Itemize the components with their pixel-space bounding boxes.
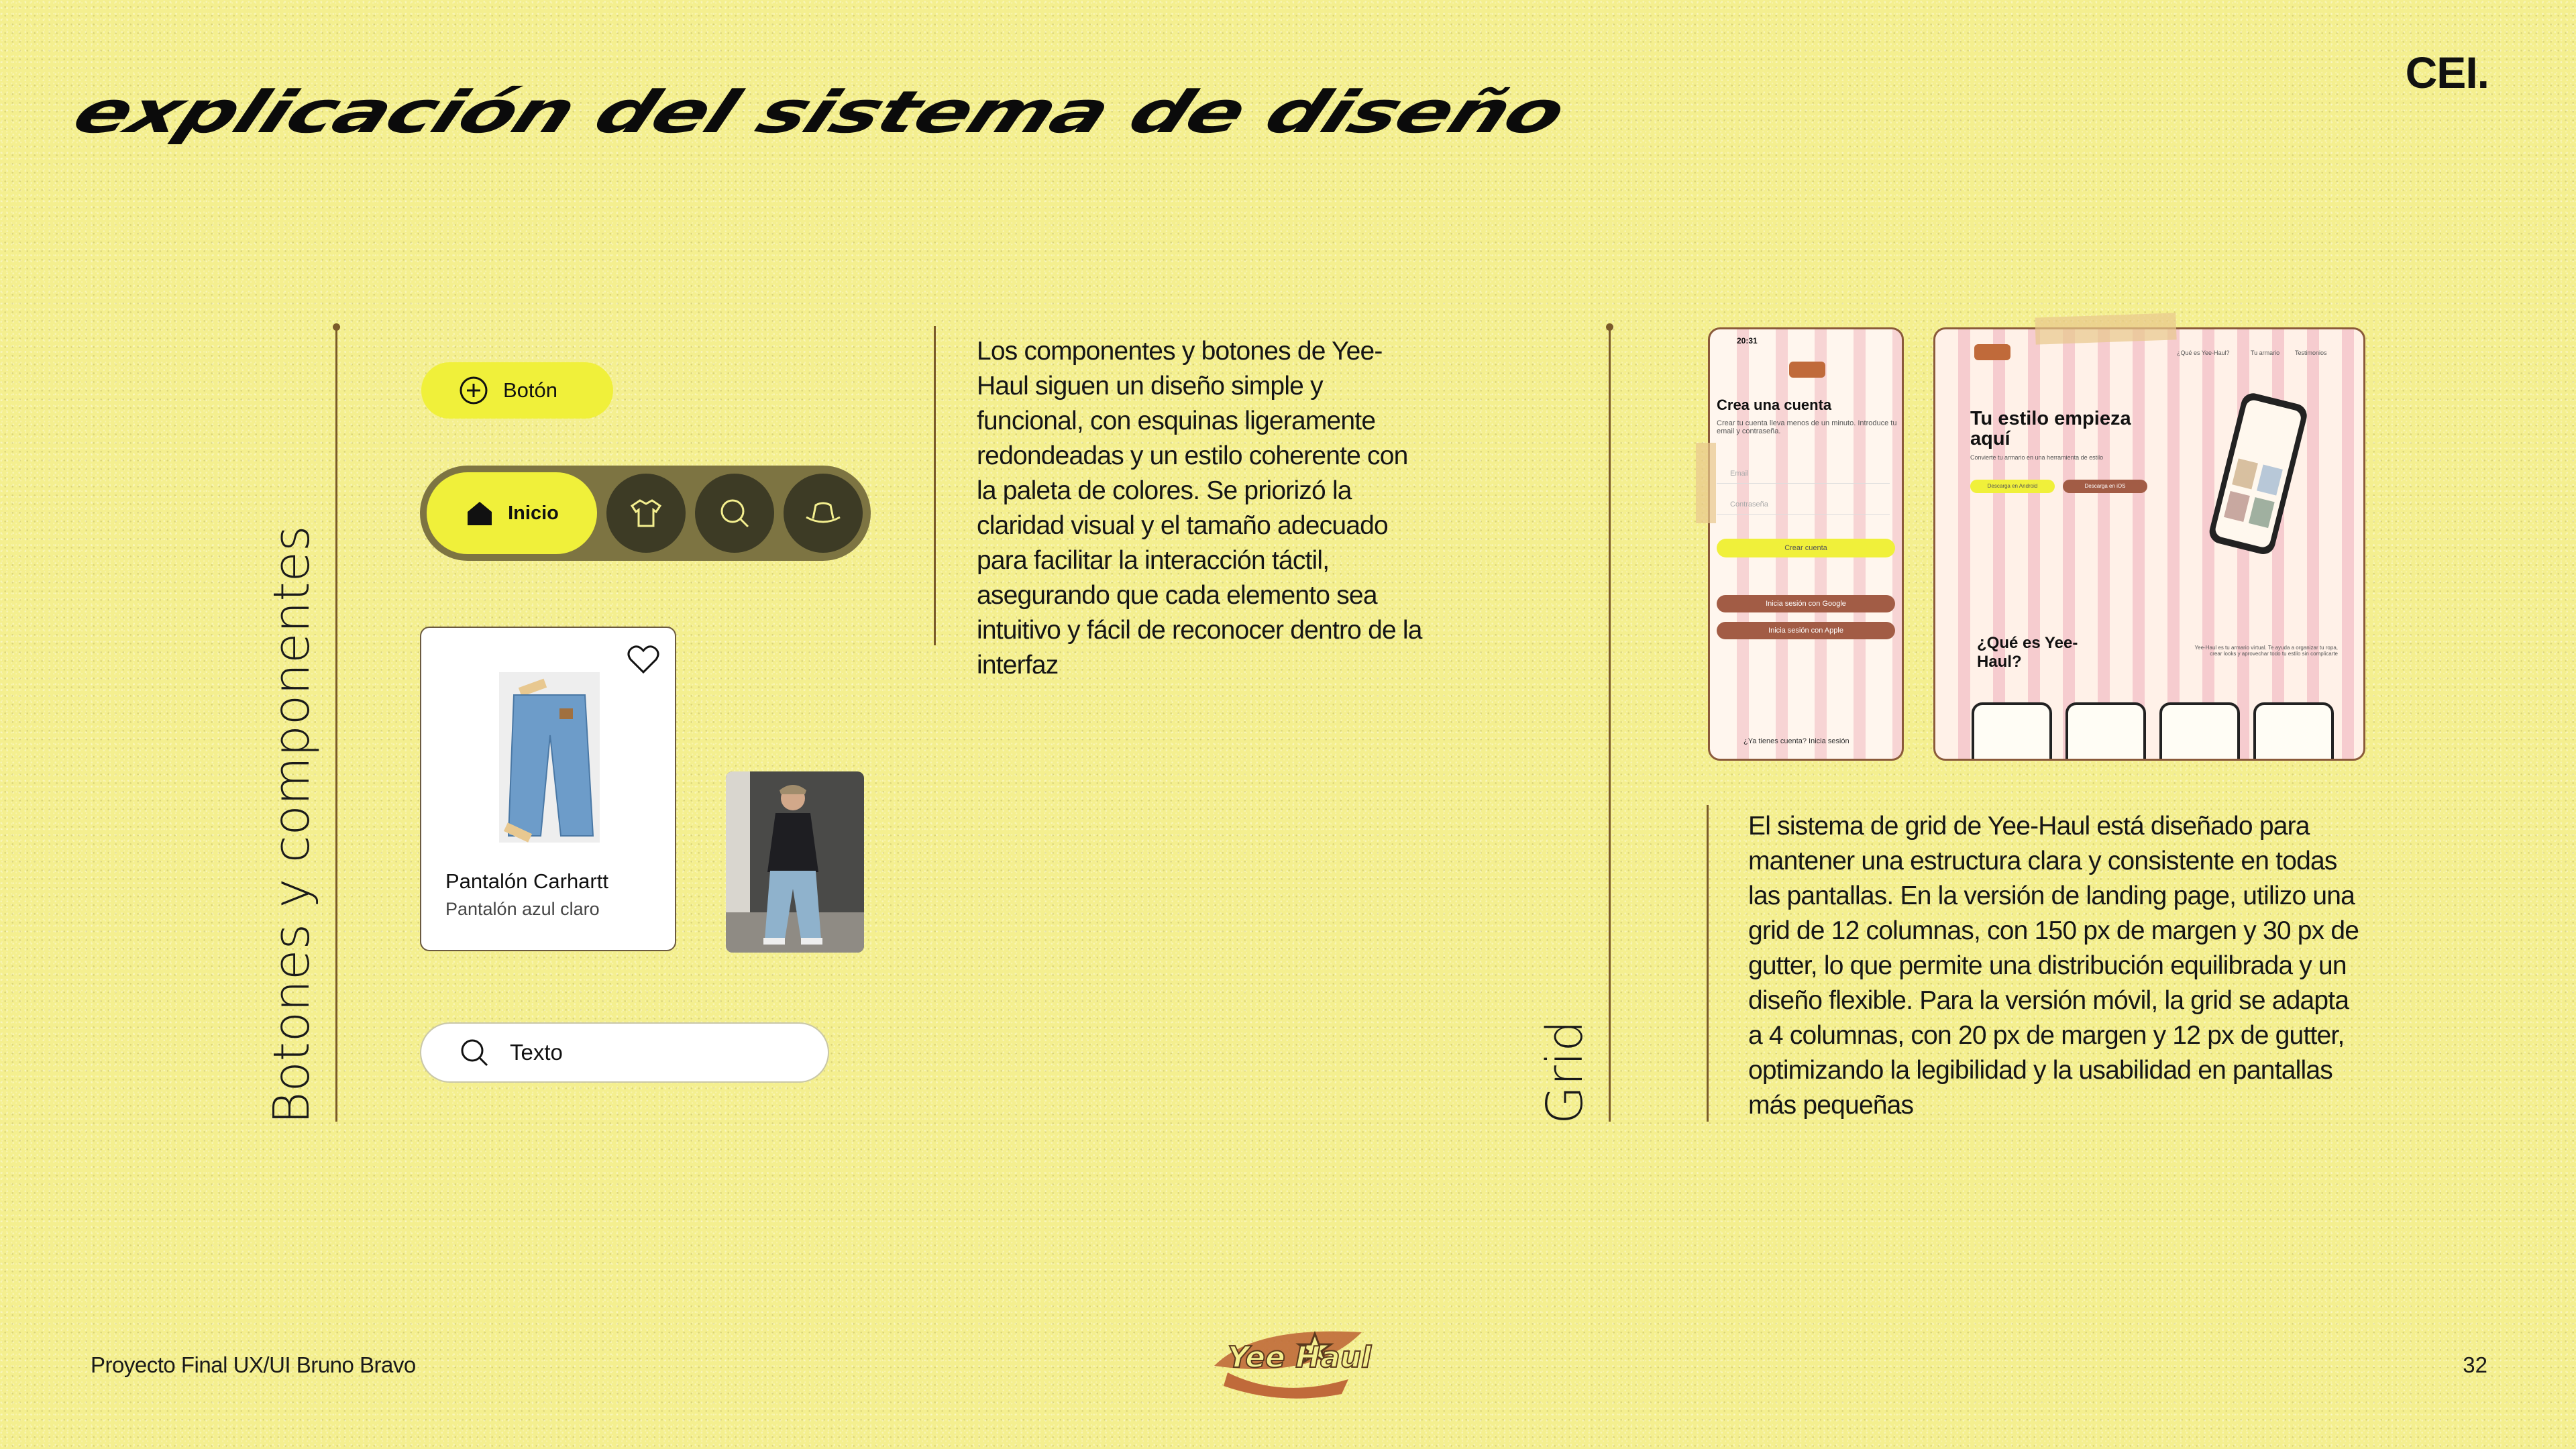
divider-dot xyxy=(333,323,340,331)
phone-preview-4 xyxy=(2253,702,2334,761)
product-title: Pantalón Carhartt xyxy=(445,869,608,893)
nav-home-label: Inicio xyxy=(508,502,559,524)
tape-decoration xyxy=(2035,313,2176,344)
divider-components xyxy=(335,326,337,1122)
phone-preview-2 xyxy=(2065,702,2146,761)
home-icon xyxy=(465,498,494,528)
product-image xyxy=(486,668,613,849)
phone-preview-1 xyxy=(1972,702,2052,761)
phone-preview-3 xyxy=(2159,702,2240,761)
primary-button-label: Botón xyxy=(503,378,558,402)
footer-credits: Proyecto Final UX/UI Bruno Bravo xyxy=(91,1352,416,1377)
search-placeholder: Texto xyxy=(510,1040,563,1065)
phone-illustration xyxy=(2197,383,2318,571)
password-field[interactable]: Contraseña xyxy=(1717,494,1890,515)
email-field[interactable]: Email xyxy=(1717,464,1890,484)
ios-download-button[interactable]: Descarga en iOS xyxy=(2063,480,2147,493)
tshirt-icon xyxy=(629,496,663,531)
hero-title: Tu estilo empieza aquí xyxy=(1970,408,2131,449)
android-download-button[interactable]: Descarga en Android xyxy=(1970,480,2055,493)
logo-text: Yee Haul xyxy=(1228,1340,1372,1375)
desktop-nav-2[interactable]: Tu armario xyxy=(2251,350,2280,356)
product-subtitle: Pantalón azul claro xyxy=(445,899,600,919)
mobile-subtitle: Crear tu cuenta lleva menos de un minuto. Introduce tu email y contraseña. xyxy=(1717,419,1897,435)
status-time: 20:31 xyxy=(1737,336,1758,345)
desktop-nav-1[interactable]: ¿Qué es Yee-Haul? xyxy=(2177,350,2230,356)
lifestyle-photo xyxy=(726,771,864,953)
nav-wardrobe-tab[interactable] xyxy=(606,474,686,553)
tape-decoration xyxy=(1696,443,1716,523)
primary-button[interactable] xyxy=(421,362,613,419)
mobile-logo xyxy=(1789,362,1825,378)
hero-subtitle: Convierte tu armario en una herramienta de estilo xyxy=(1970,454,2104,461)
cowboy-hat-icon xyxy=(804,496,843,531)
apple-login-button[interactable]: Inicia sesión con Apple xyxy=(1717,622,1895,639)
plus-circle-icon xyxy=(459,376,488,405)
section-title: ¿Qué es Yee-Haul? xyxy=(1977,634,2078,671)
login-link[interactable]: ¿Ya tienes cuenta? Inicia sesión xyxy=(1743,737,1849,745)
divider-desc-grid xyxy=(1707,805,1709,1122)
page-title: explicación del sistema de diseño xyxy=(63,79,1575,147)
bottom-nav-bar xyxy=(420,466,871,561)
page-number: 32 xyxy=(2463,1352,2487,1377)
desktop-logo xyxy=(1974,344,2010,360)
mobile-mockup xyxy=(1708,327,1904,761)
search-icon xyxy=(717,496,752,531)
nav-search-tab[interactable] xyxy=(695,474,774,553)
search-bar[interactable] xyxy=(420,1022,829,1083)
search-icon xyxy=(459,1037,490,1068)
section-label-components: Botones y componentes xyxy=(263,525,321,1124)
divider-grid xyxy=(1609,326,1611,1122)
create-account-button[interactable]: Crear cuenta xyxy=(1717,539,1895,557)
product-card[interactable] xyxy=(420,627,676,951)
section-label-grid: Grid xyxy=(1536,1020,1594,1124)
grid-description: El sistema de grid de Yee-Haul está diseñado para mantener una estructura clara y consistente en todas las pantallas. En la versión de landing page, utilizo una grid de 12 columnas, con 150 px de margen y 30 px de gutter, lo que permite una distribución equilibrada y un diseño flexible. Para la versión móvil, la grid se adapta a 4 columnas, con 20 px de margen y 12 px de gutter, optimizando la legibilidad y la usabilidad en pantallas más pequeñas xyxy=(1748,812,2359,1120)
mobile-title: Crea una cuenta xyxy=(1717,396,1832,413)
components-description: Los componentes y botones de Yee-Haul siguen un diseño simple y funcional, con esquinas ligeramente redondeadas y un estilo coherente con la paleta de colores. Se priorizó la claridad visual y el tamaño adecuado para facilitar la interacción táctil, asegurando que cada elemento sea intuitivo y fácil de reconocer dentro de la interfaz xyxy=(977,337,1422,680)
heart-icon[interactable] xyxy=(627,644,660,675)
google-login-button[interactable]: Inicia sesión con Google xyxy=(1717,595,1895,612)
divider-dot xyxy=(1606,323,1613,331)
nav-home-tab[interactable] xyxy=(427,472,597,554)
nav-profile-tab[interactable] xyxy=(784,474,863,553)
section-text: Yee-Haul es tu armario virtual. Te ayuda a organizar tu ropa, crear looks y aprovechar todo tu estilo sin complicarte xyxy=(2194,645,2338,657)
yee-haul-logo xyxy=(1201,1319,1375,1406)
desktop-nav-3[interactable]: Testimonios xyxy=(2295,350,2327,356)
desktop-mockup xyxy=(1933,327,2365,761)
divider-desc-components xyxy=(934,326,936,645)
brand-logo: CEI. xyxy=(2405,48,2489,97)
